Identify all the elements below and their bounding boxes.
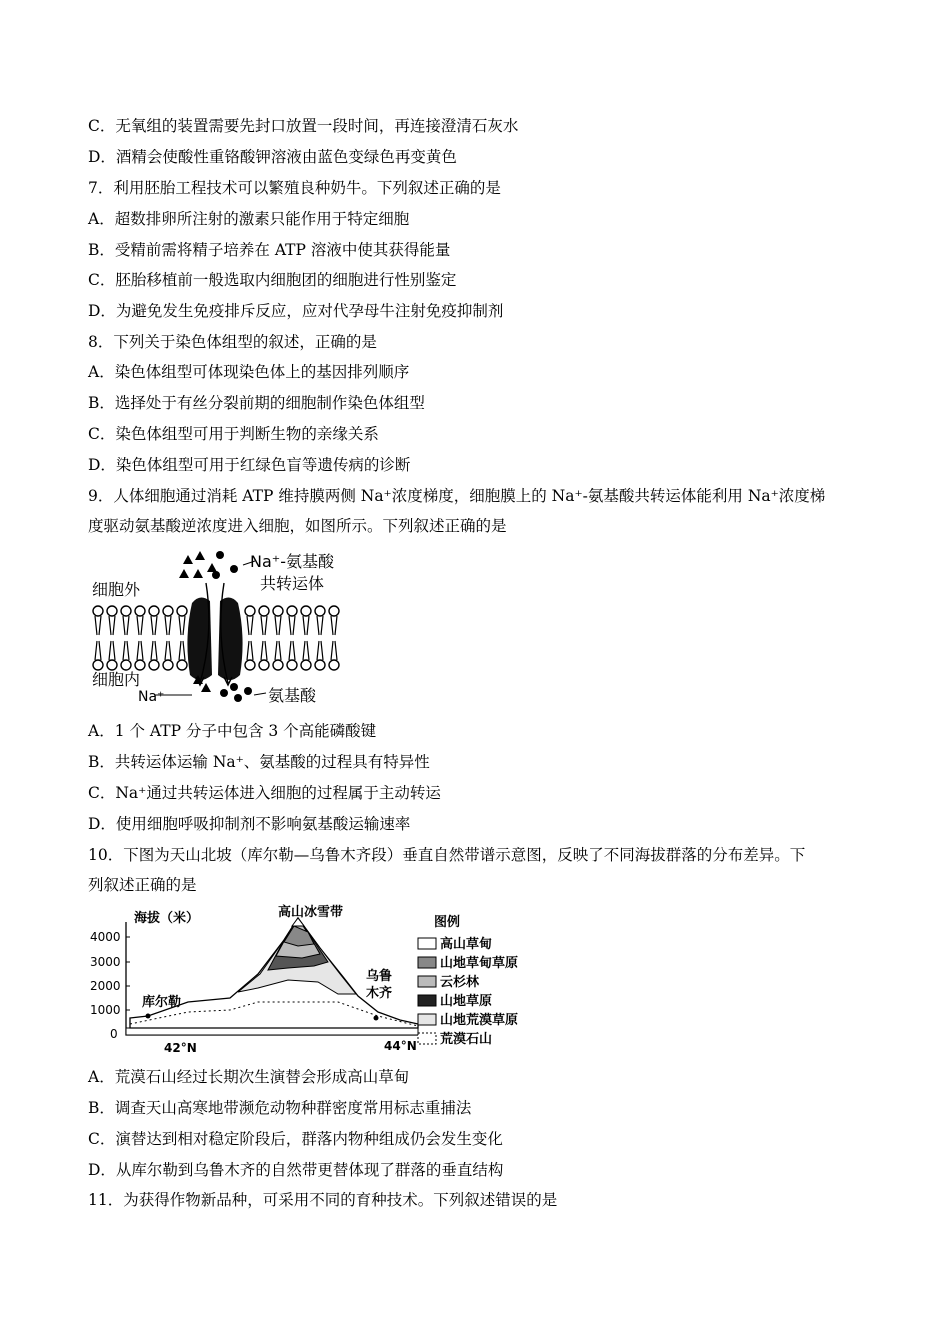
q8-option-d: D．染色体组型可用于红绿色盲等遗传病的诊断: [88, 456, 411, 474]
fig10-ground: [126, 1028, 418, 1035]
fig10-legend-steppe: 山地草原: [440, 994, 493, 1009]
q10-stem-line2: 列叙述正确的是: [88, 876, 197, 894]
q9-option-b: B．共转运体运输 Na⁺、氨基酸的过程具有特异性: [88, 753, 430, 771]
membrane-tails: [95, 616, 337, 660]
fig10-label-peak: 高山冰雪带: [278, 905, 344, 920]
q8-stem: 8．下列关于染色体组型的叙述，正确的是: [88, 333, 377, 351]
fig10-legend-alpine-meadow: 高山草甸: [440, 937, 493, 952]
fig9-label-outside: 细胞外: [92, 580, 141, 599]
q9-stem-line2: 度驱动氨基酸逆浓度进入细胞，如图所示。下列叙述正确的是: [88, 517, 507, 535]
q10-vertical-zone-figure: [88, 900, 538, 1060]
q9-transporter-figure: [88, 543, 356, 708]
q10-option-a: A．荒漠石山经过长期次生演替会形成高山草甸: [88, 1068, 410, 1086]
q7-option-d: D．为避免发生免疫排斥反应，应对代孕母牛注射免疫抑制剂: [88, 302, 504, 320]
fig9-label-transporter-1: Na⁺-氨基酸: [250, 552, 334, 571]
fig10-legend-title: 图例: [434, 915, 461, 930]
fig10-label-urumqi-1: 乌鲁: [366, 969, 393, 984]
fig10-y-tick-2000: 2000: [90, 979, 121, 993]
fig10-y-tick-0: 0: [110, 1027, 118, 1041]
q9-option-c: C．Na⁺通过共转运体进入细胞的过程属于主动转运: [88, 784, 441, 802]
fig10-y-tick-1000: 1000: [90, 1003, 121, 1017]
fig10-legend-desert-rock: 荒漠石山: [440, 1032, 493, 1047]
q6-option-d: D．酒精会使酸性重铬酸钾溶液由蓝色变绿色再变黄色: [88, 148, 457, 166]
q10-option-c: C．演替达到相对稳定阶段后，群落内物种组成仍会发生变化: [88, 1130, 503, 1148]
fig9-label-amino-acid: 氨基酸: [268, 686, 317, 705]
membrane-top-heads: [93, 606, 339, 616]
q10-stem-line1: 10．下图为天山北坡（库尔勒—乌鲁木齐段）垂直自然带谱示意图，反映了不同海拔群落的分布差异。下: [88, 846, 806, 864]
fig10-x-tick-44n: 44°N: [384, 1039, 417, 1053]
fig10-x-tick-42n: 42°N: [164, 1041, 197, 1055]
q10-option-d: D．从库尔勒到乌鲁木齐的自然带更替体现了群落的垂直结构: [88, 1161, 504, 1179]
fig10-urumqi-point: [374, 1016, 379, 1021]
fig10-label-korla: 库尔勒: [142, 995, 182, 1010]
fig10-y-tick-3000: 3000: [90, 955, 121, 969]
q7-option-a: A．超数排卵所注射的激素只能作用于特定细胞: [88, 210, 410, 228]
fig9-label-na: Na⁺: [138, 689, 165, 705]
q9-stem-line1: 9．人体细胞通过消耗 ATP 维持膜两侧 Na⁺浓度梯度，细胞膜上的 Na⁺-氨基酸共转运体能利用 Na⁺浓度梯: [88, 487, 826, 505]
q7-option-b: B．受精前需将精子培养在 ATP 溶液中使其获得能量: [88, 241, 451, 259]
fig9-label-transporter-2: 共转运体: [260, 574, 325, 593]
aa-leader-line: [254, 693, 266, 695]
fig9-label-inside: 细胞内: [92, 670, 141, 689]
q10-option-b: B．调查天山高寒地带濒危动物种群密度常用标志重捕法: [88, 1099, 472, 1117]
q8-option-a: A．染色体组型可体现染色体上的基因排列顺序: [88, 363, 410, 381]
q9-option-a: A．1 个 ATP 分子中包含 3 个高能磷酸键: [88, 722, 377, 740]
fig10-y-tick-4000: 4000: [90, 930, 121, 944]
fig10-label-urumqi-2: 木齐: [366, 986, 393, 1001]
fig10-legend-spruce: 云杉林: [440, 975, 480, 990]
fig10-legend-swatches: [418, 938, 436, 1044]
fig10-legend-meadow-steppe: 山地草甸草原: [440, 956, 519, 971]
q8-option-c: C．染色体组型可用于判断生物的亲缘关系: [88, 425, 379, 443]
cotransporter-protein: [187, 597, 242, 680]
extracellular-molecules: [179, 551, 238, 579]
fig10-korla-point: [146, 1014, 151, 1019]
q8-option-b: B．选择处于有丝分裂前期的细胞制作染色体组型: [88, 394, 425, 412]
fig10-legend-desert-steppe: 山地荒漠草原: [440, 1013, 519, 1028]
fig10-zone-meadow-steppe: [284, 926, 314, 946]
fig10-y-axis-title: 海拔（米）: [134, 911, 200, 926]
q11-stem: 11．为获得作物新品种，可采用不同的育种技术。下列叙述错误的是: [88, 1191, 558, 1209]
q7-stem: 7．利用胚胎工程技术可以繁殖良种奶牛。下列叙述正确的是: [88, 179, 501, 197]
q7-option-c: C．胚胎移植前一般选取内细胞团的细胞进行性别鉴定: [88, 271, 457, 289]
membrane-bottom-heads: [93, 660, 339, 670]
q6-option-c: C．无氧组的装置需要先封口放置一段时间，再连接澄清石灰水: [88, 117, 519, 135]
q9-option-d: D．使用细胞呼吸抑制剂不影响氨基酸运输速率: [88, 815, 411, 833]
